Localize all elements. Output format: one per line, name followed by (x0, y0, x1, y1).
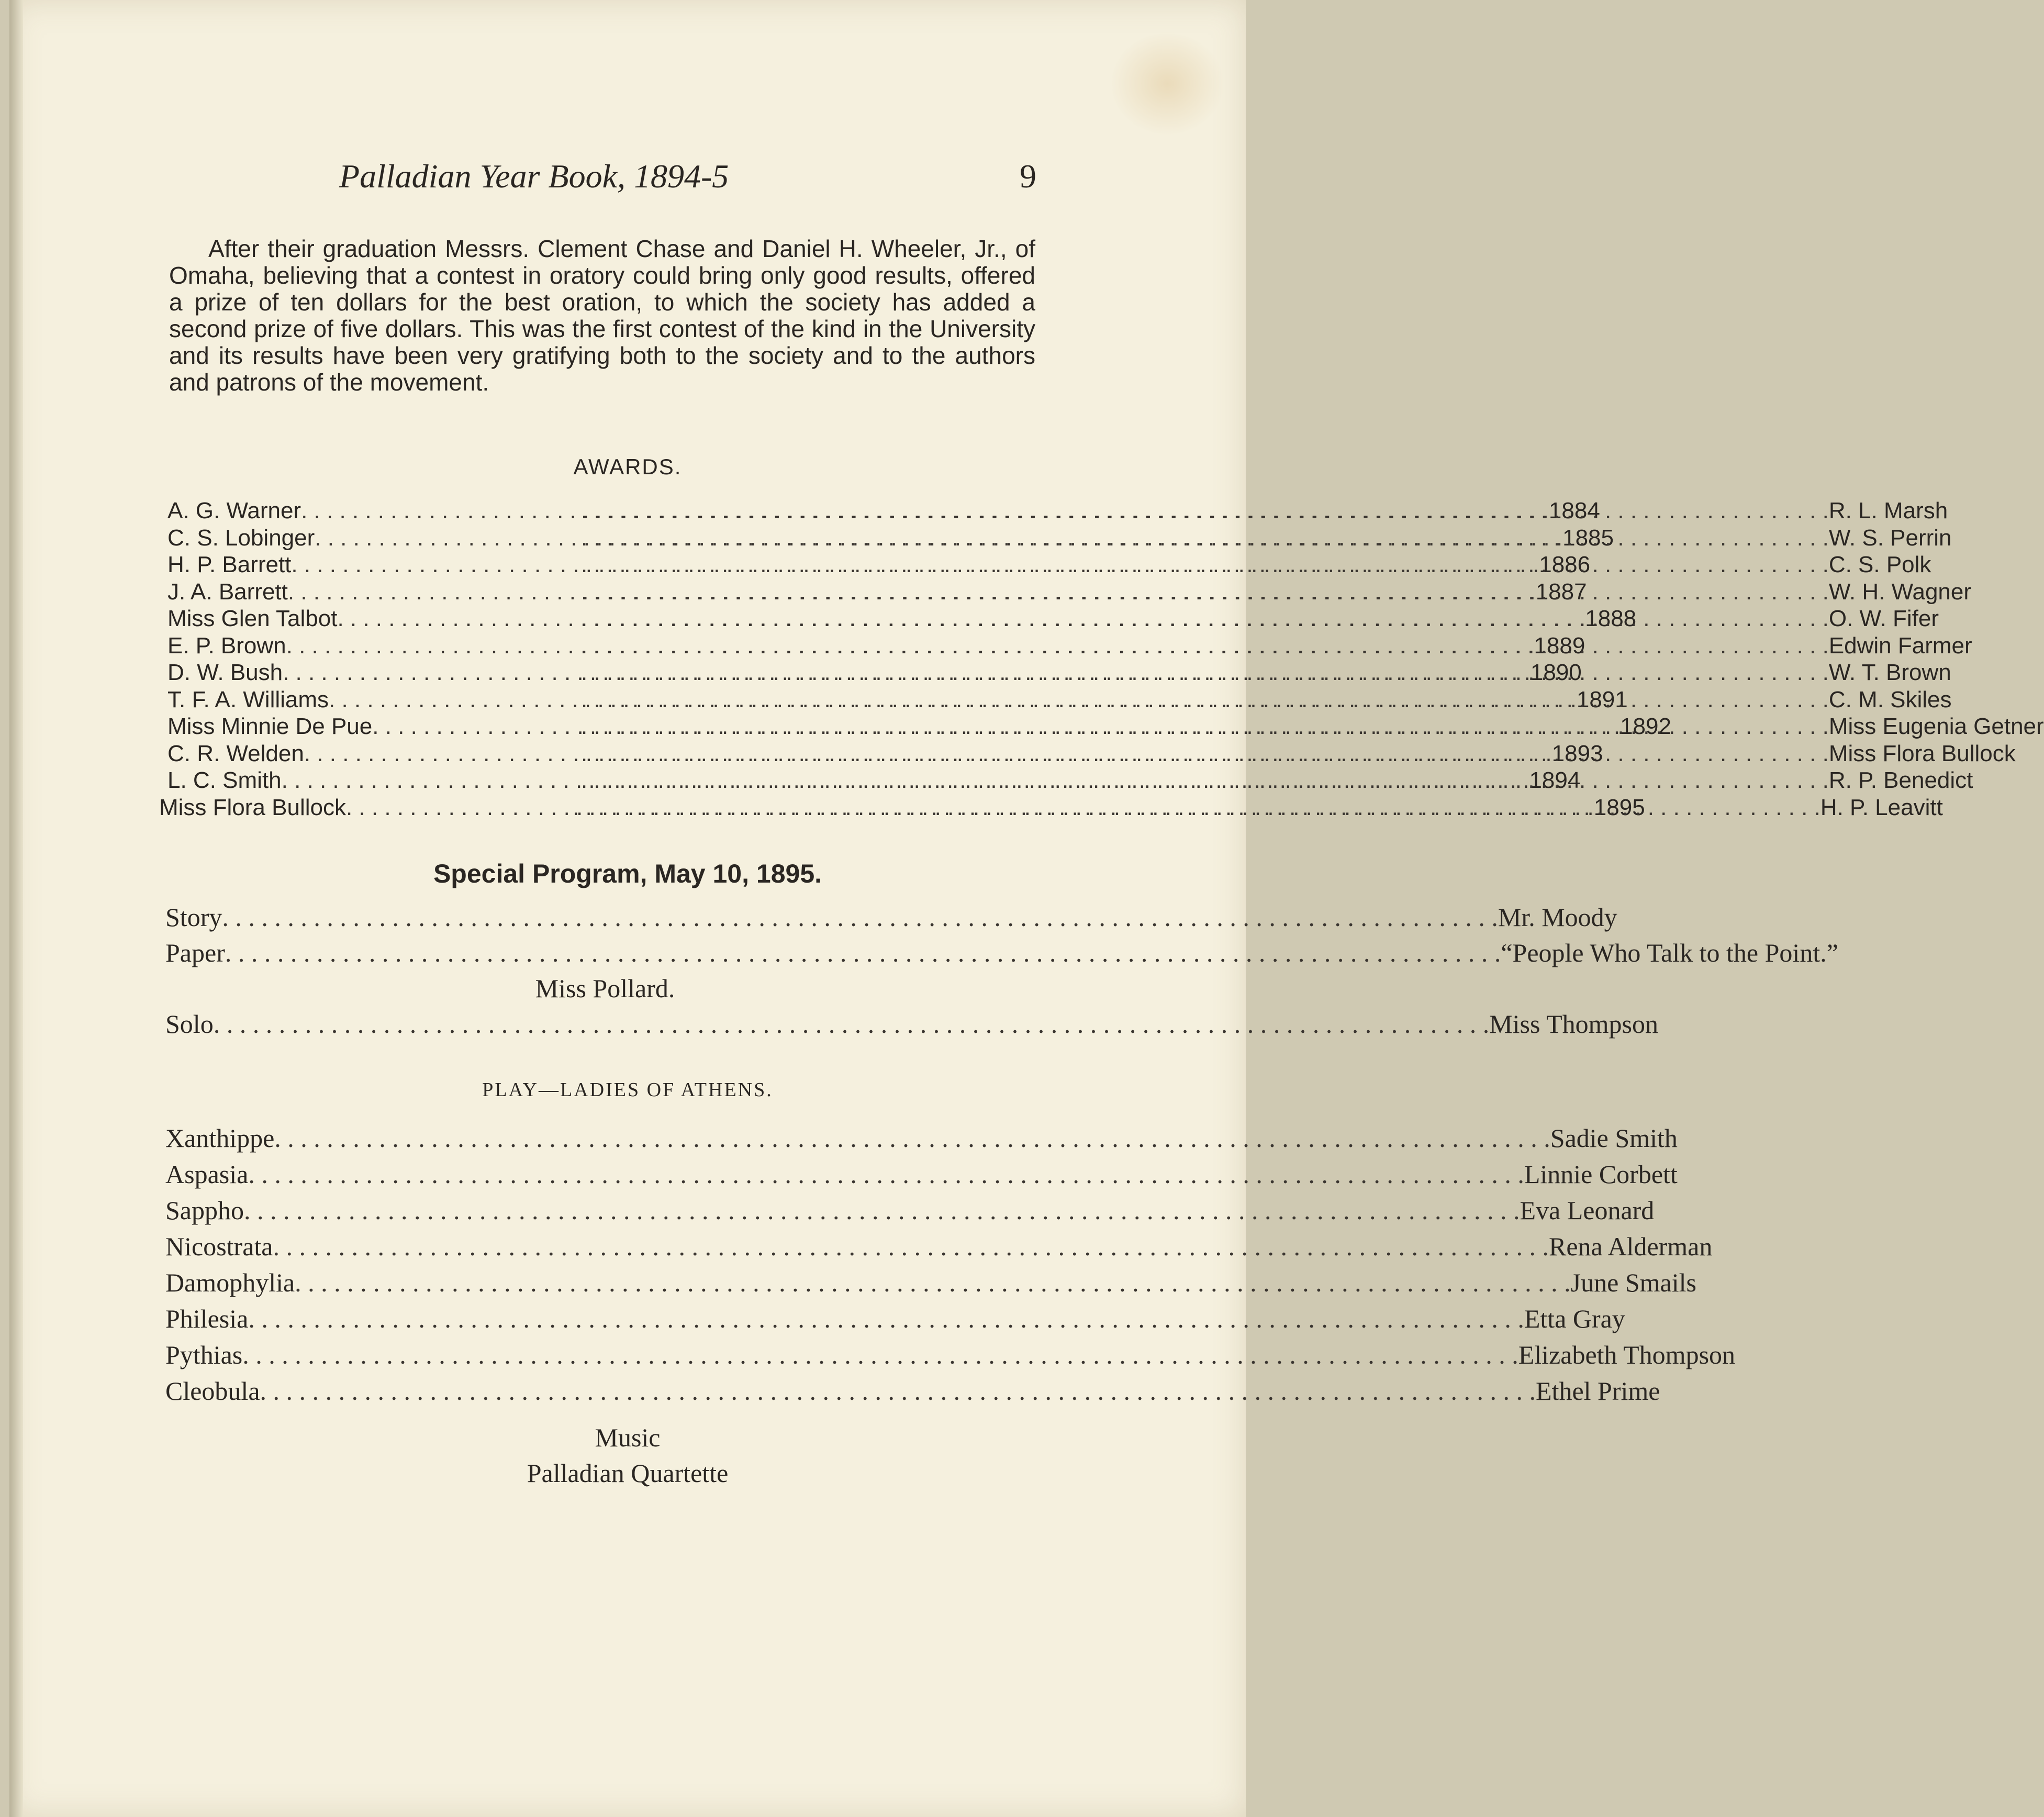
award-second-place: C. M. Skiles (1828, 686, 1952, 712)
cast-row (165, 1265, 1696, 1301)
award-year: 1893 (1551, 740, 1603, 766)
program-item-name: Solo (165, 1009, 214, 1039)
cast-role: Xanthippe (165, 1123, 275, 1153)
award-second-place: R. P. Benedict (1828, 767, 1973, 793)
award-year: 1891 (1576, 686, 1628, 712)
award-first-place: Miss Minnie De Pue (167, 714, 373, 739)
award-first-place: C. R. Welden (167, 740, 304, 766)
award-row (167, 767, 1973, 794)
cast-list (165, 1120, 1736, 1409)
closing-music: Music (595, 1423, 661, 1452)
program-list (165, 899, 1838, 1042)
page-header (9, 157, 1246, 199)
cast-row (165, 1301, 1625, 1337)
closing-block (9, 1420, 1246, 1491)
award-year: 1895 (1593, 794, 1645, 820)
cast-role: Nicostrata (165, 1232, 273, 1261)
award-year: 1885 (1562, 525, 1614, 551)
award-year: 1886 (1539, 552, 1591, 577)
cast-row (165, 1120, 1678, 1156)
awards-heading: AWARDS. (573, 454, 682, 479)
award-row (167, 659, 1951, 686)
award-year: 1892 (1620, 714, 1671, 739)
paper-stain (1110, 31, 1225, 136)
program-item-presenter: Miss Pollard. (535, 974, 675, 1003)
award-row (167, 551, 1931, 578)
award-row (167, 713, 2044, 740)
intro-paragraph: After their graduation Messrs. Clement Chase and Daniel H. Wheeler, Jr., of Omaha, believing that a contest in oratory could bring only good results, offered a prize of ten dollars for the best oration, to which the society has added a second prize of five dollars. This was the first contest of the kind in the University and its results have been very gratifying both to the society and to the authors and patrons of the movement. (169, 235, 1035, 396)
cast-role: Sappho (165, 1196, 244, 1225)
cast-row (165, 1229, 1713, 1265)
award-row (167, 497, 1948, 525)
award-year: 1888 (1585, 606, 1637, 631)
cast-actor: Eva Leonard (1520, 1196, 1655, 1225)
award-first-place: Miss Glen Talbot (167, 606, 338, 631)
award-year: 1887 (1535, 578, 1587, 605)
award-row (167, 632, 1972, 660)
award-year: 1894 (1529, 767, 1581, 793)
page-binding-edge (9, 0, 23, 1817)
cast-actor: Ethel Prime (1536, 1376, 1660, 1406)
program-item (165, 1006, 1658, 1042)
award-year: 1889 (1534, 632, 1585, 659)
cast-actor: Sadie Smith (1550, 1123, 1678, 1153)
cast-role: Philesia (165, 1304, 249, 1333)
play-heading: PLAY—LADIES OF ATHENS. (482, 1079, 773, 1101)
award-second-place: C. S. Polk (1828, 552, 1931, 577)
cast-row (165, 1373, 1660, 1409)
award-first-place: T. F. A. Williams (167, 686, 329, 712)
program-item-detail: Miss Thompson (1489, 1009, 1658, 1039)
page-number: 9 (1020, 158, 1036, 195)
cast-actor: Elizabeth Thompson (1518, 1340, 1736, 1369)
award-first-place: D. W. Bush (167, 660, 283, 685)
award-row (167, 578, 1972, 606)
cast-row (165, 1192, 1655, 1229)
cast-actor: Etta Gray (1524, 1304, 1625, 1333)
program-item (165, 899, 1617, 935)
cast-role: Pythias (165, 1340, 243, 1369)
cast-actor: Linnie Corbett (1524, 1160, 1678, 1189)
cast-actor: Rena Alderman (1548, 1232, 1713, 1261)
award-first-place: J. A. Barrett (167, 578, 288, 605)
award-first-place: L. C. Smith (167, 767, 282, 793)
program-heading: Special Program, May 10, 1895. (433, 859, 822, 888)
award-first-place: H. P. Barrett (167, 552, 292, 577)
award-second-place: W. H. Wagner (1828, 578, 1972, 605)
award-year: 1890 (1530, 660, 1582, 685)
award-year: 1884 (1548, 498, 1600, 523)
running-title: Palladian Year Book, 1894-5 (339, 158, 729, 195)
award-second-place: Edwin Farmer (1828, 632, 1972, 659)
award-second-place: W. T. Brown (1828, 660, 1951, 685)
awards-list (159, 497, 2044, 821)
program-item-name: Story (165, 902, 222, 932)
award-first-place: E. P. Brown (167, 632, 286, 659)
program-item (165, 935, 1838, 971)
cast-role: Aspasia (165, 1160, 249, 1189)
cast-role: Cleobula (165, 1376, 260, 1406)
award-row (167, 525, 1952, 552)
cast-row (165, 1156, 1678, 1192)
award-first-place: Miss Flora Bullock (159, 794, 346, 820)
award-second-place: O. W. Fifer (1828, 606, 1939, 631)
award-row (159, 794, 1943, 821)
award-second-place: H. P. Leavitt (1820, 794, 1943, 820)
cast-row (165, 1337, 1736, 1373)
award-row (167, 740, 2016, 767)
book-page (9, 0, 2044, 1817)
award-first-place: C. S. Lobinger (167, 525, 315, 551)
award-row (167, 686, 1952, 714)
program-item-name: Paper (165, 938, 225, 967)
program-item-detail: “People Who Talk to the Point.” (1501, 938, 1838, 967)
award-second-place: Miss Flora Bullock (1828, 740, 2016, 766)
cast-role: Damophylia (165, 1268, 295, 1297)
award-second-place: Miss Eugenia Getner (1828, 714, 2044, 739)
closing-quartette: Palladian Quartette (527, 1458, 729, 1488)
award-row (167, 605, 1939, 632)
award-second-place: R. L. Marsh (1828, 498, 1948, 523)
program-item-detail: Mr. Moody (1498, 902, 1617, 932)
award-first-place: A. G. Warner (167, 498, 301, 523)
cast-actor: June Smails (1570, 1268, 1696, 1297)
award-second-place: W. S. Perrin (1828, 525, 1952, 551)
